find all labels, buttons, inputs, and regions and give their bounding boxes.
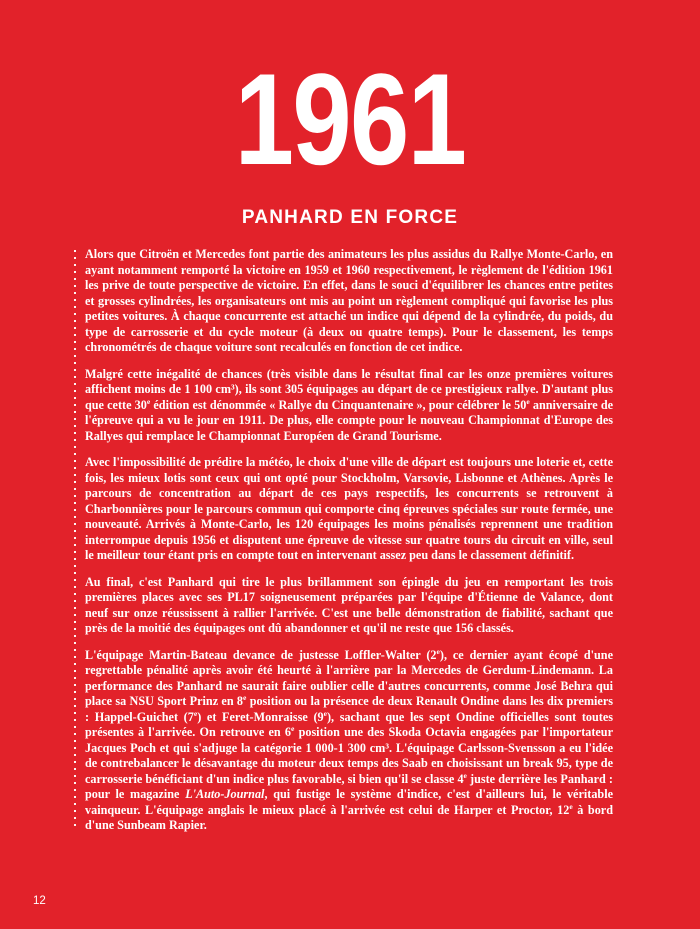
page-number: 12 <box>33 895 46 907</box>
paragraph-2: Malgré cette inégalité de chances (très visible dans le résultat final car les onze premières voitures affichent moins de 1 100 cm³), ils sont 305 équipages au départ de ce prestigieux rallye. D'autant plus que cette 30e édition est dénommée « Rallye du Cinquantenaire », pour célébrer le 50e anniversaire de l'épreuve qui a vu le jour en 1911. De plus, elle compte pour le nouveau Championnat d'Europe des Rallyes qui remplace le Championnat Européen de Grand Tourisme. <box>85 366 614 443</box>
paragraph-1: Alors que Citroën et Mercedes font partie des animateurs les plus assidus du Rallye Monte-Carlo, en ayant notamment remporté la victoire en 1959 et 1960 respectivement, le règlement de l'édition 1961 les prive de toute perspective de victoire. En effet, dans le souci d'équilibrer les chances entre petites et grosses cylindrées, les organisateurs ont mis au point un règlement compliqué qui favorise les plus petites voitures. À chaque concurrente est attaché un indice qui dépend de la cylindrée, du poids, du type de carrosserie et du cycle moteur (à deux ou quatre temps). Pour le classement, les temps chronométrés de chaque voiture sont recalculés en fonction de cet indice. <box>85 247 613 354</box>
body-text <box>85 247 613 834</box>
paragraph-4: Au final, c'est Panhard qui tire le plus brillamment son épingle du jeu en remportant les trois premières places avec ses PL17 soigneusement préparées par l'équipe d'Étienne de Valance, dont neuf sur onze réussissent à rallier l'arrivée. C'est une belle démonstration de fiabilité, sachant que près de la moitié des équipages ont dû abandonner et qu'il ne reste que 156 classés. <box>85 574 613 635</box>
section-title: PANHARD EN FORCE <box>241 207 459 228</box>
year-title: 1961 <box>234 46 466 192</box>
paragraph-5: L'équipage Martin-Bateau devance de justesse Loffler-Walter (2e), ce dernier ayant écopé d'une regrettable pénalité après avoir été heurté à l'arrière par la Mercedes de Gerdum-Lindemann. La performance des Panhard ne saurait faire oublier celle d'autres concurrents, comme José Behra qui place sa NSU Sport Prinz en 8e position ou la présence de deux Renault Ondine dans les dix premiers : Happel-Guichet (7e) et Feret-Monraisse (9e), sachant que les sept Ondine officielles sont toutes présentes à l'arrivée. On retrouve en 6e position une des Skoda Octavia engagées par l'importateur Jacques Poch et qui s'adjuge la catégorie 1 000-1 300 cm³. L'équipage Carlsson-Svensson a eu l'idée de contrebalancer le désavantage du moteur deux temps des Saab en choisissant un break 95, type de carrosserie bénéficiant d'un indice plus favorable, si bien qu'il se classe 4e juste derrière les Panhard : pour le magazine L'Auto-Journal, qui fustige le système d'indice, c'est d'ailleurs lui, le véritable vainqueur. L'équipage anglais le mieux placé à l'arrivée est celui de Harper et Proctor, 12e à bord d'une Sunbeam Rapier. <box>85 646 613 832</box>
paragraph-3: Avec l'impossibilité de prédire la météo, le choix d'une ville de départ est toujours une loterie et, cette fois, les mieux lotis sont ceux qui ont opté pour Stockholm, Varsovie, Lisbonne et Athènes. Après le parcours de concentration au départ de ces pays respectifs, les concurrents se retrouvent à Charbonnières pour le parcours commun qui comporte cinq épreuves spéciales sur route fermée, une nouveauté. Arrivés à Monte-Carlo, les 120 équipages les moins pénalisés reprennent une tradition interrompue depuis 1956 et disputent une épreuve de vitesse sur quatre tours du circuit en ville, seul le meilleur tour étant pris en compte tout en intervenant assez peu dans le classement définitif. <box>85 455 613 562</box>
dotted-rule <box>74 250 76 831</box>
